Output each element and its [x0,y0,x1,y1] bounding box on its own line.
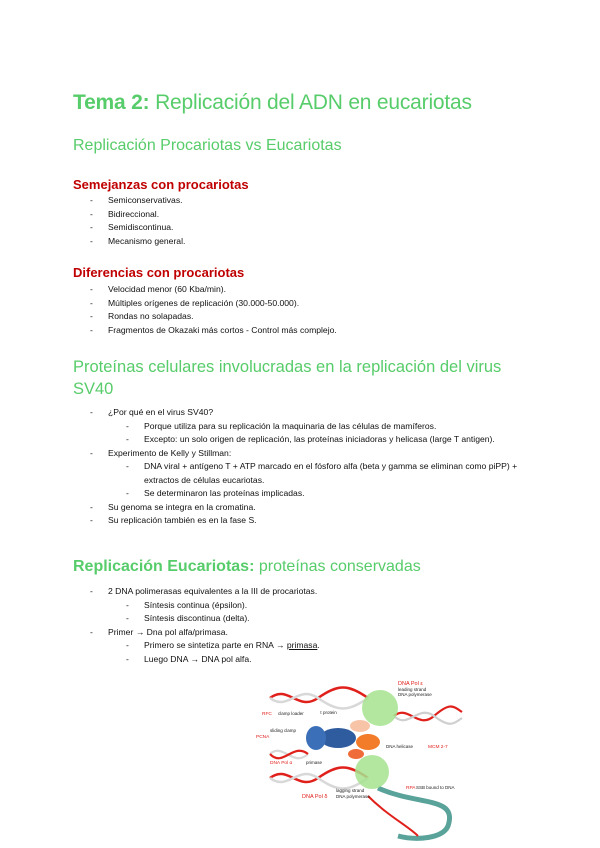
label-sliding-clamp: sliding clamp [270,728,297,733]
list-item-text: Primero se sintetiza parte en RNA → [144,640,285,650]
label-dna-helicase: DNA helicase [386,744,414,749]
list-item: - Excepto: un solo origen de replicación, las proteínas iniciadoras y helicasa (large T antigen). [73,433,534,447]
label-rpa: RPA [406,786,416,791]
page-title [73,91,472,115]
rna-primer-strand [368,796,418,836]
dna-helix-right [394,707,462,724]
dna-helix-bottom [270,768,368,789]
subheading-differences: Diferencias con procariotas [73,265,245,280]
list-item: - DNA viral + antígeno T + ATP marcado en el fósforo alfa (beta y gamma se eliminan como piPP) + extractos de células eucariotas. [73,460,534,487]
title-text: Replicación del ADN en eucariotas [155,91,472,114]
label-dna-pol-a: DNA Pol α [270,761,293,766]
list-item: - Su genoma se integra en la cromatina. [73,501,534,515]
replication-fork-diagram [256,676,464,842]
label-dna-polymerase-top: DNA polymerase [398,692,432,697]
list-item: - Porque utiliza para su replicación la maquinaria de las células de mamíferos. [73,420,534,434]
sv40-list [73,406,534,528]
list-item: - Bidireccional. [73,208,185,222]
helicase-shape [356,734,380,750]
list-item: - Semiconservativas. [73,194,185,208]
list-item: - Luego DNA → DNA pol alfa. [73,653,320,667]
label-dna-polymerase-bottom: DNA polymerase [336,794,370,799]
tau-protein-shape [350,720,370,732]
section-heading-prokaryote-vs-eukaryote: Replicación Procariotas vs Eucariotas [73,137,342,154]
label-leading-strand: leading strand [398,687,427,692]
label-clamp-loader: clamp loader [278,711,304,716]
list-item: - Primer → Dna pol alfa/primasa. [73,626,320,640]
label-mcm: MCM 2-7 [428,745,448,750]
dna-helix-left [270,751,308,759]
list-item: - Semidiscontinua. [73,221,185,235]
list-item: - Velocidad menor (60 Kba/min). [73,283,337,297]
list-item: - Experimento de Kelly y Stillman: [73,447,534,461]
list-item: - Rondas no solapadas. [73,310,337,324]
label-t-protein: τ protein [320,710,337,715]
label-lagging-strand: lagging strand [336,788,365,793]
list-item: - Múltiples orígenes de replicación (30.000-50.000). [73,297,337,311]
similarities-list [73,194,185,248]
dna-helix-top [270,688,368,709]
heading-bold-part: Replicación Eucariotas: [73,558,255,575]
list-item: - Fragmentos de Okazaki más cortos - Control más complejo. [73,324,337,338]
dna-pol-epsilon-shape [362,690,398,726]
label-dna-pol-d: DNA Pol δ [302,794,328,800]
list-item: - Su replicación también es en la fase S. [73,514,534,528]
primase-shape [348,749,364,759]
conserved-proteins-list [73,585,320,666]
label-rfc: RFC [262,712,272,717]
list-item: - Síntesis continua (épsilon). [73,599,320,613]
list-item: - Síntesis discontinua (delta). [73,612,320,626]
subheading-similarities: Semejanzas con procariotas [73,177,249,192]
title-prefix: Tema 2: [73,91,150,114]
heading-rest-part: proteínas conservadas [258,558,421,575]
list-item: - Primero se sintetiza parte en RNA → primasa. [73,639,320,653]
label-ssb: SSB bound to DNA [416,785,455,790]
list-item: - ¿Por qué en el virus SV40? [73,406,534,420]
label-pcna: PCNA [256,735,270,740]
list-item: - Mecanismo general. [73,235,185,249]
label-dna-pol-e: DNA Pol ε [398,681,423,687]
section-heading-sv40: Proteínas celulares involucradas en la replicación del virus SV40 [73,358,502,398]
differences-list [73,283,337,337]
list-item: - Se determinaron las proteínas implicadas. [73,487,534,501]
underlined-term: primasa [286,640,318,650]
section-heading-conserved-proteins [73,556,421,578]
label-primase: primase [306,760,323,765]
sliding-clamp-shape [306,726,326,750]
list-item: - 2 DNA polimerasas equivalentes a la III de procariotas. [73,585,320,599]
dna-pol-delta-shape [355,755,389,789]
